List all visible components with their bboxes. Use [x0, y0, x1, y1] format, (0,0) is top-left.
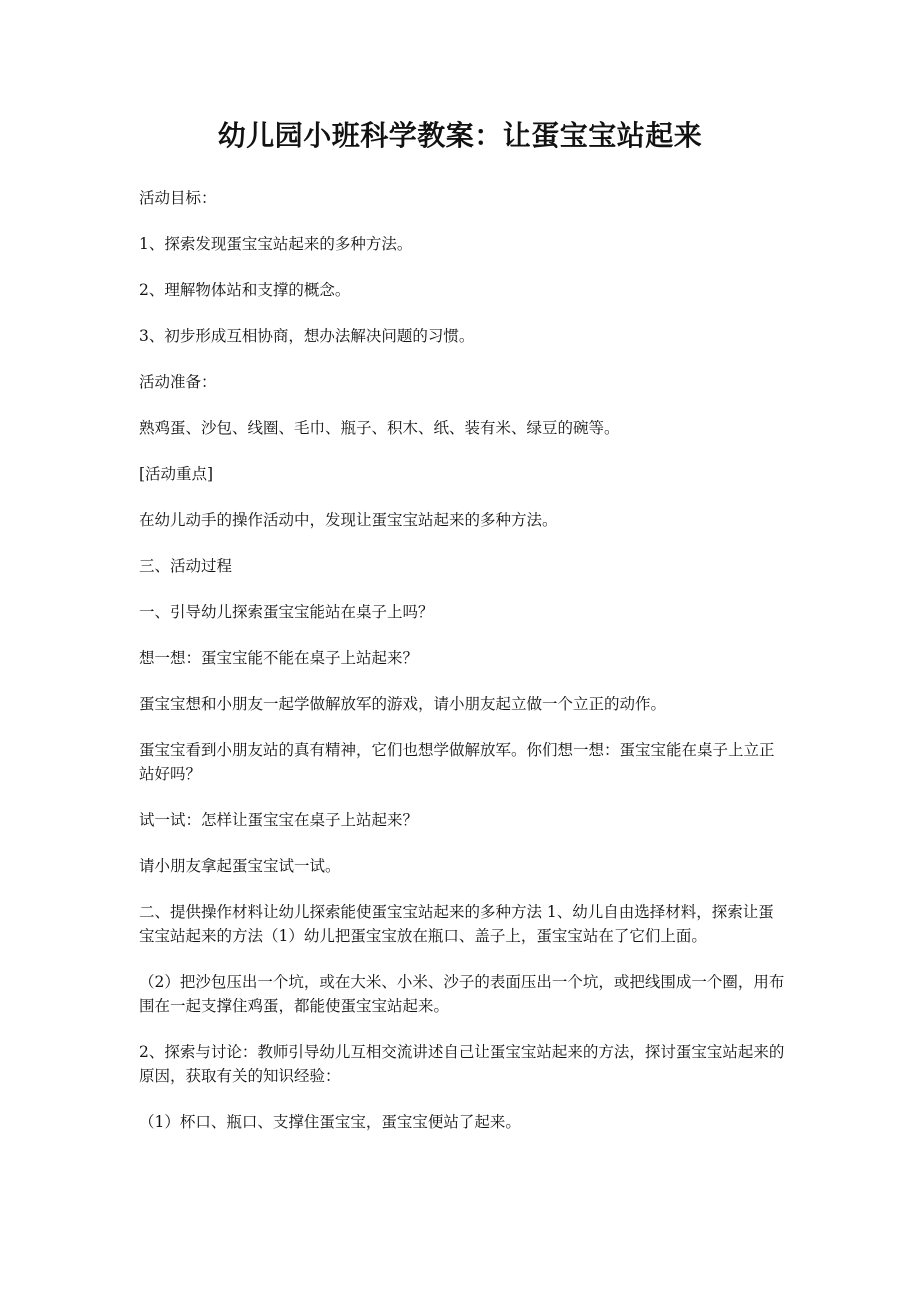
- paragraph-goal-3: 3、初步形成互相协商，想办法解决问题的习惯。: [139, 327, 475, 345]
- paragraph-step-1-heading: 一、引导幼儿探索蛋宝宝能站在桌子上吗？: [139, 603, 434, 621]
- paragraph-goal-2: 2、理解物体站和支撑的概念。: [139, 281, 351, 299]
- document-title: 幼儿园小班科学教案：让蛋宝宝站起来: [217, 119, 703, 152]
- paragraph-method-2: （2）把沙包压出一个坑，或在大米、小米、沙子的表面压出一个坑，或把线围成一个圈，用布围在一起支撑住鸡蛋，都能使蛋宝宝站起来。: [139, 973, 785, 1015]
- paragraph-discussion: 2、探索与讨论：教师引导幼儿互相交流讲述自己让蛋宝宝站起来的方法，探讨蛋宝宝站起来的原因，获取有关的知识经验：: [139, 1043, 785, 1085]
- paragraph-process-heading: 三、活动过程: [139, 557, 233, 575]
- paragraph-focus: 在幼儿动手的操作活动中，发现让蛋宝宝站起来的多种方法。: [139, 511, 558, 529]
- paragraph-preparation-heading: 活动准备：: [139, 373, 217, 391]
- paragraph-step-2: 二、提供操作材料让幼儿探索能使蛋宝宝站起来的多种方法 1、幼儿自由选择材料，探索让蛋宝宝站起来的方法（1）幼儿把蛋宝宝放在瓶口、盖子上，蛋宝宝站在了它们上面。: [139, 903, 774, 945]
- paragraph-focus-heading: [活动重点]: [139, 465, 214, 483]
- paragraph-stand-question: 蛋宝宝看到小朋友站的真有精神，它们也想学做解放军。你们想一想：蛋宝宝能在桌子上立正站好吗？: [139, 741, 775, 783]
- document-body: [139, 186, 785, 1156]
- paragraph-try: 试一试：怎样让蛋宝宝在桌子上站起来？: [139, 811, 419, 829]
- paragraph-materials: 熟鸡蛋、沙包、线圈、毛巾、瓶子、积木、纸、装有米、绿豆的碗等。: [139, 419, 620, 437]
- paragraph-pick-up: 请小朋友拿起蛋宝宝试一试。: [139, 857, 341, 875]
- paragraph-conclusion-1: （1）杯口、瓶口、支撑住蛋宝宝，蛋宝宝便站了起来。: [139, 1113, 521, 1131]
- paragraph-game: 蛋宝宝想和小朋友一起学做解放军的游戏，请小朋友起立做一个立正的动作。: [139, 695, 667, 713]
- paragraph-activity-goals-heading: 活动目标：: [139, 189, 217, 207]
- paragraph-goal-1: 1、探索发现蛋宝宝站起来的多种方法。: [139, 235, 413, 253]
- paragraph-think: 想一想：蛋宝宝能不能在桌子上站起来？: [139, 649, 419, 667]
